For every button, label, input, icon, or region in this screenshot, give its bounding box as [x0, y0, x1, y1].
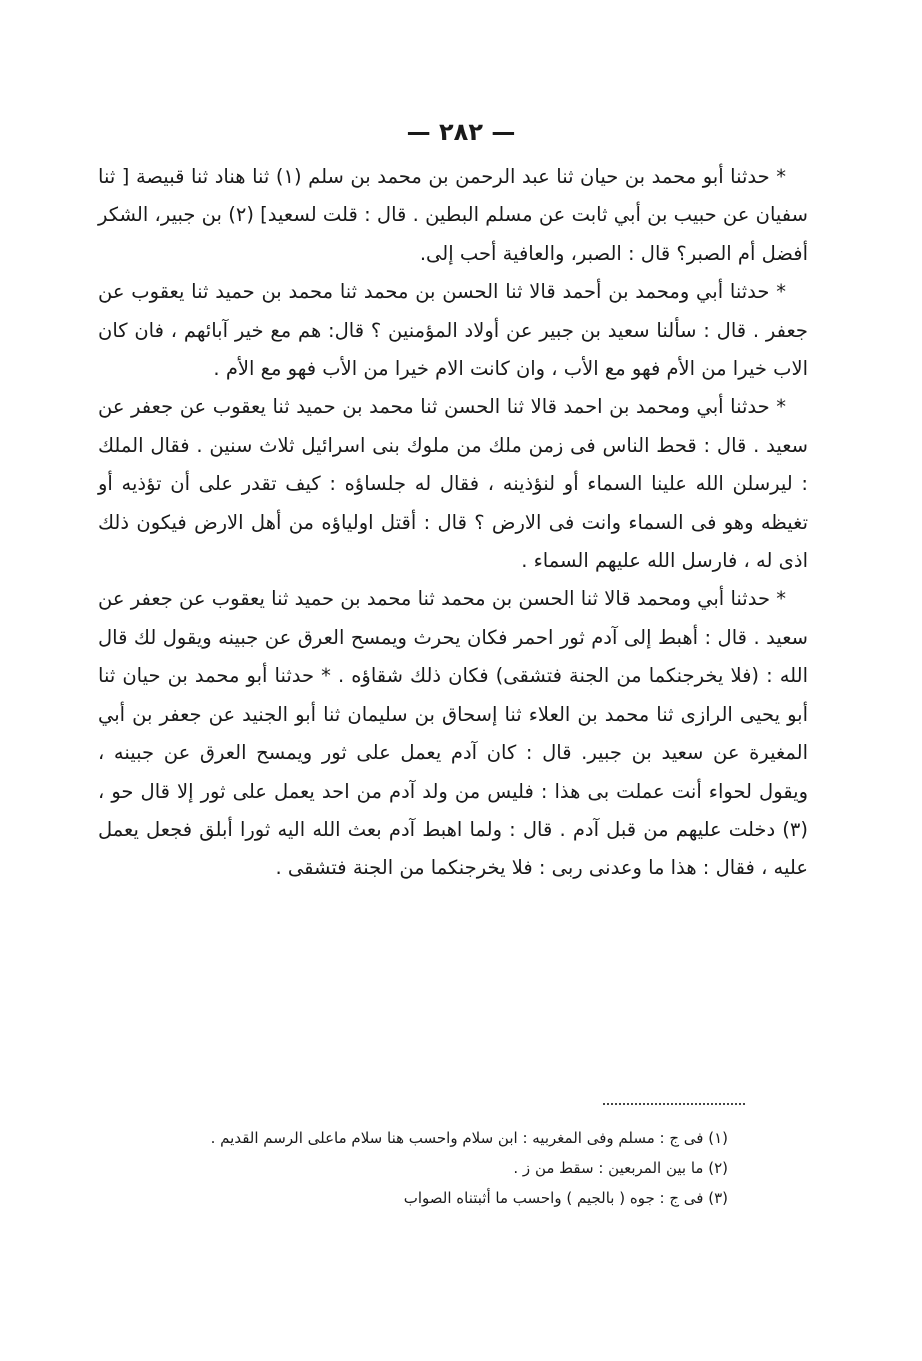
- footnote-1: (١) فى ج : مسلم وفى المغربيه : ابن سلام واحسب هنا سلام ماعلى الرسم القديم .: [210, 1129, 728, 1147]
- paragraph-2: * حدثنا أبي ومحمد بن أحمد قالا ثنا الحسن بن محمد ثنا محمد بن حميد ثنا يعقوب عن جعفر . قال : سألنا سعيد بن جبير عن أولاد المؤمنين ؟ قال: هم مع خير آبائهم ، فان كان الاب خيرا من الأم فهو مع الأب ، وان كانت الام خيرا من الأب فهو مع الأم .: [98, 280, 808, 381]
- paragraph-1: * حدثنا أبو محمد بن حيان ثنا عبد الرحمن بن محمد بن سلم (١) ثنا هناد ثنا قبيصة [ ثنا سفيان عن حبيب بن أبي ثابت عن مسلم البطين . قال : قلت لسعيد] (٢) بن جبير، الشكر أفضل أم الصبر؟ قال : الصبر، والعافية أحب إلى.: [98, 165, 808, 265]
- footnote-2: (٢) ما بين المربعين : سقط من ز .: [513, 1159, 728, 1177]
- footnote-3: (٣) فى ج : جوه ( بالجيم ) واحسب ما أثبتناه الصواب: [403, 1189, 728, 1207]
- paragraph-3: * حدثنا أبي ومحمد بن احمد قالا ثنا الحسن ثنا محمد بن حميد ثنا يعقوب عن جعفر عن سعيد . قال : قحط الناس فى زمن ملك من ملوك بنى اسرائيل ثلاث سنين . فقال الملك : ليرسلن الله علينا السماء أو لنؤذينه ، فقال له جلساؤه : كيف تقدر على أن تؤذيه أو تغيظه وهو فى السماء وانت فى الارض ؟ قال : أقتل اولياؤه من أهل الارض فيكون ذلك اذى له ، فارسل الله عليهم السماء .: [98, 395, 808, 573]
- page-number: — ٢٨٢ —: [406, 118, 516, 146]
- paragraph-4: * حدثنا أبي ومحمد قالا ثنا الحسن بن محمد ثنا محمد بن حميد ثنا يعقوب عن جعفر عن سعيد . قال : أهبط إلى آدم ثور احمر فكان يحرث ويمسح العرق عن جبينه ويقول لك قال الله : (فلا يخرجنكما من الجنة فتشقى) فكان ذلك شقاؤه . * حدثنا أبو محمد بن حيان ثنا أبو يحيى الرازى ثنا محمد بن العلاء ثنا إسحاق بن سليمان ثنا أبو الجنيد عن جعفر بن أبي المغيرة عن سعيد بن جبير. قال : كان آدم يعمل على ثور ويمسح العرق عن جبينه ، ويقول لحواء أنت عملت بى هذا : فليس من ولد آدم من احد يعمل على ثور إلا قال حو ، (٣) دخلت عليهم من قبل آدم . قال : ولما اهبط آدم بعث الله اليه ثورا أبلق فجعل يعمل عليه ، فقال : هذا ما وعدنى ربى : فلا يخرجنكما من الجنة فتشقى .: [98, 587, 808, 880]
- footnotes: [110, 1123, 728, 1213]
- main-text: [98, 158, 808, 888]
- footnote-divider: [603, 1103, 745, 1105]
